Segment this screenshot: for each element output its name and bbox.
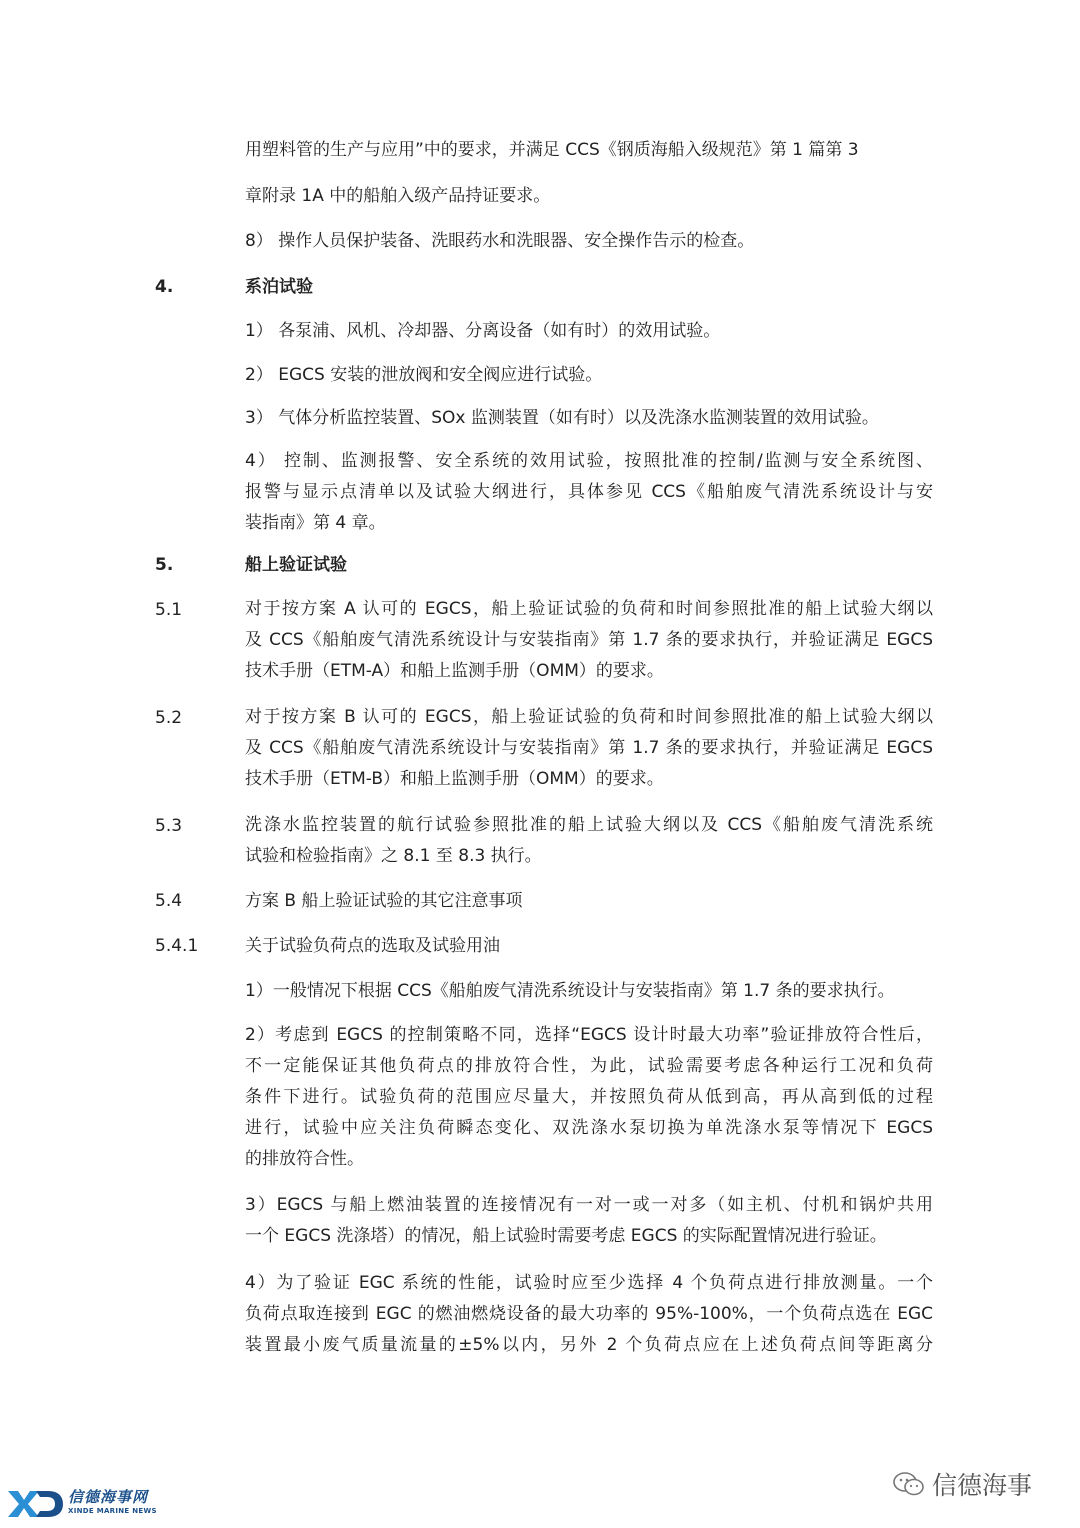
text-line: 3）EGCS 与船上燃油装置的连接情况有一对一或一对多（如主机、付机和锅炉共用 — [245, 1195, 933, 1215]
text-line: 技术手册（ETM-A）和船上监测手册（OMM）的要求。 — [245, 661, 664, 681]
text-line: 4）为了验证 EGC 系统的性能，试验时应至少选择 4 个负荷点进行排放测量。一个 — [245, 1273, 933, 1293]
clause-text: 方案 B 船上验证试验的其它注意事项 — [245, 891, 523, 911]
section-title: 船上验证试验 — [245, 555, 347, 575]
text-line: 负荷点取连接到 EGC 的燃油燃烧设备的最大功率的 95%-100%，一个负荷点选在 EGC — [245, 1304, 933, 1324]
section-number: 4. — [155, 277, 174, 297]
list-item — [245, 1268, 933, 1361]
text-line: 4） 控制、监测报警、安全系统的效用试验，按照批准的控制/监测与安全系统图、 — [245, 451, 933, 471]
clause-text: 关于试验负荷点的选取及试验用油 — [245, 936, 500, 956]
text-line: 对于按方案 A 认可的 EGCS，船上验证试验的负荷和时间参照批准的船上试验大纲以 — [245, 599, 933, 619]
clause-number: 5.4.1 — [155, 936, 199, 956]
text-line: 条件下进行。试验负荷的范围应尽量大，并按照负荷从低到高，再从高到低的过程 — [245, 1087, 933, 1107]
text-line: 用塑料管的生产与应用”中的要求，并满足 CCS《钢质海船入级规范》第 1 篇第 3 — [245, 140, 859, 160]
text-line: 进行，试验中应关注负荷瞬态变化、双洗涤水泵切换为单洗涤水泵等情况下 EGCS — [245, 1118, 933, 1138]
list-item: 2） EGCS 安装的泄放阀和安全阀应进行试验。 — [245, 365, 603, 385]
text-line: 技术手册（ETM-B）和船上监测手册（OMM）的要求。 — [245, 769, 664, 789]
section-title: 系泊试验 — [245, 277, 313, 297]
section-number: 5. — [155, 555, 174, 575]
watermark-text: 信德海事 — [932, 1471, 1033, 1500]
site-logo — [6, 1486, 166, 1522]
text-line: 及 CCS《船舶废气清洗系统设计与安装指南》第 1.7 条的要求执行，并验证满足 EGCS — [245, 630, 933, 650]
list-item: 1）一般情况下根据 CCS《船舶废气清洗系统设计与安装指南》第 1.7 条的要求执行。 — [245, 981, 895, 1001]
list-item: 8） 操作人员保护装备、洗眼药水和洗眼器、安全操作告示的检查。 — [245, 231, 755, 251]
xd-logo-icon — [6, 1488, 64, 1520]
text-line: 章附录 1A 中的船舶入级产品持证要求。 — [245, 186, 551, 206]
list-item — [245, 1190, 933, 1252]
wechat-icon — [892, 1470, 926, 1498]
list-item: 3） 气体分析监控装置、SOx 监测装置（如有时）以及洗涤水监测装置的效用试验。 — [245, 408, 879, 428]
text-line: 2）考虑到 EGCS 的控制策略不同，选择“EGCS 设计时最大功率”验证排放符合性后， — [245, 1025, 933, 1045]
clause-number: 5.4 — [155, 891, 183, 911]
text-line: 报警与显示点清单以及试验大纲进行，具体参见 CCS《船舶废气清洗系统设计与安 — [245, 482, 933, 502]
list-item — [245, 446, 933, 539]
text-line: 试验和检验指南》之 8.1 至 8.3 执行。 — [245, 846, 542, 866]
text-line: 装指南》第 4 章。 — [245, 513, 386, 533]
logo-english-text: XINDE MARINE NEWS — [68, 1507, 157, 1515]
text-line: 对于按方案 B 认可的 EGCS，船上验证试验的负荷和时间参照批准的船上试验大纲以 — [245, 707, 933, 727]
clause-number: 5.1 — [155, 600, 183, 620]
text-line: 一个 EGCS 洗涤塔）的情况，船上试验时需要考虑 EGCS 的实际配置情况进行验证。 — [245, 1226, 887, 1246]
text-line: 不一定能保证其他负荷点的排放符合性，为此，试验需要考虑各种运行工况和负荷 — [245, 1056, 933, 1076]
list-item — [245, 1020, 933, 1175]
text-line: 洗涤水监控装置的航行试验参照批准的船上试验大纲以及 CCS《船舶废气清洗系统 — [245, 815, 933, 835]
clause-text — [245, 594, 933, 687]
clause-text — [245, 810, 933, 872]
logo-chinese-text: 信德海事网 — [68, 1488, 149, 1506]
text-line: 装置最小废气质量流量的±5%以内，另外 2 个负荷点应在上述负荷点间等距离分 — [245, 1335, 933, 1355]
clause-number: 5.3 — [155, 816, 183, 836]
clause-text — [245, 702, 933, 795]
clause-number: 5.2 — [155, 708, 183, 728]
text-line: 及 CCS《船舶废气清洗系统设计与安装指南》第 1.7 条的要求执行，并验证满足 EGCS — [245, 738, 933, 758]
text-line: 的排放符合性。 — [245, 1149, 364, 1169]
list-item: 1） 各泵浦、风机、冷却器、分离设备（如有时）的效用试验。 — [245, 321, 721, 341]
